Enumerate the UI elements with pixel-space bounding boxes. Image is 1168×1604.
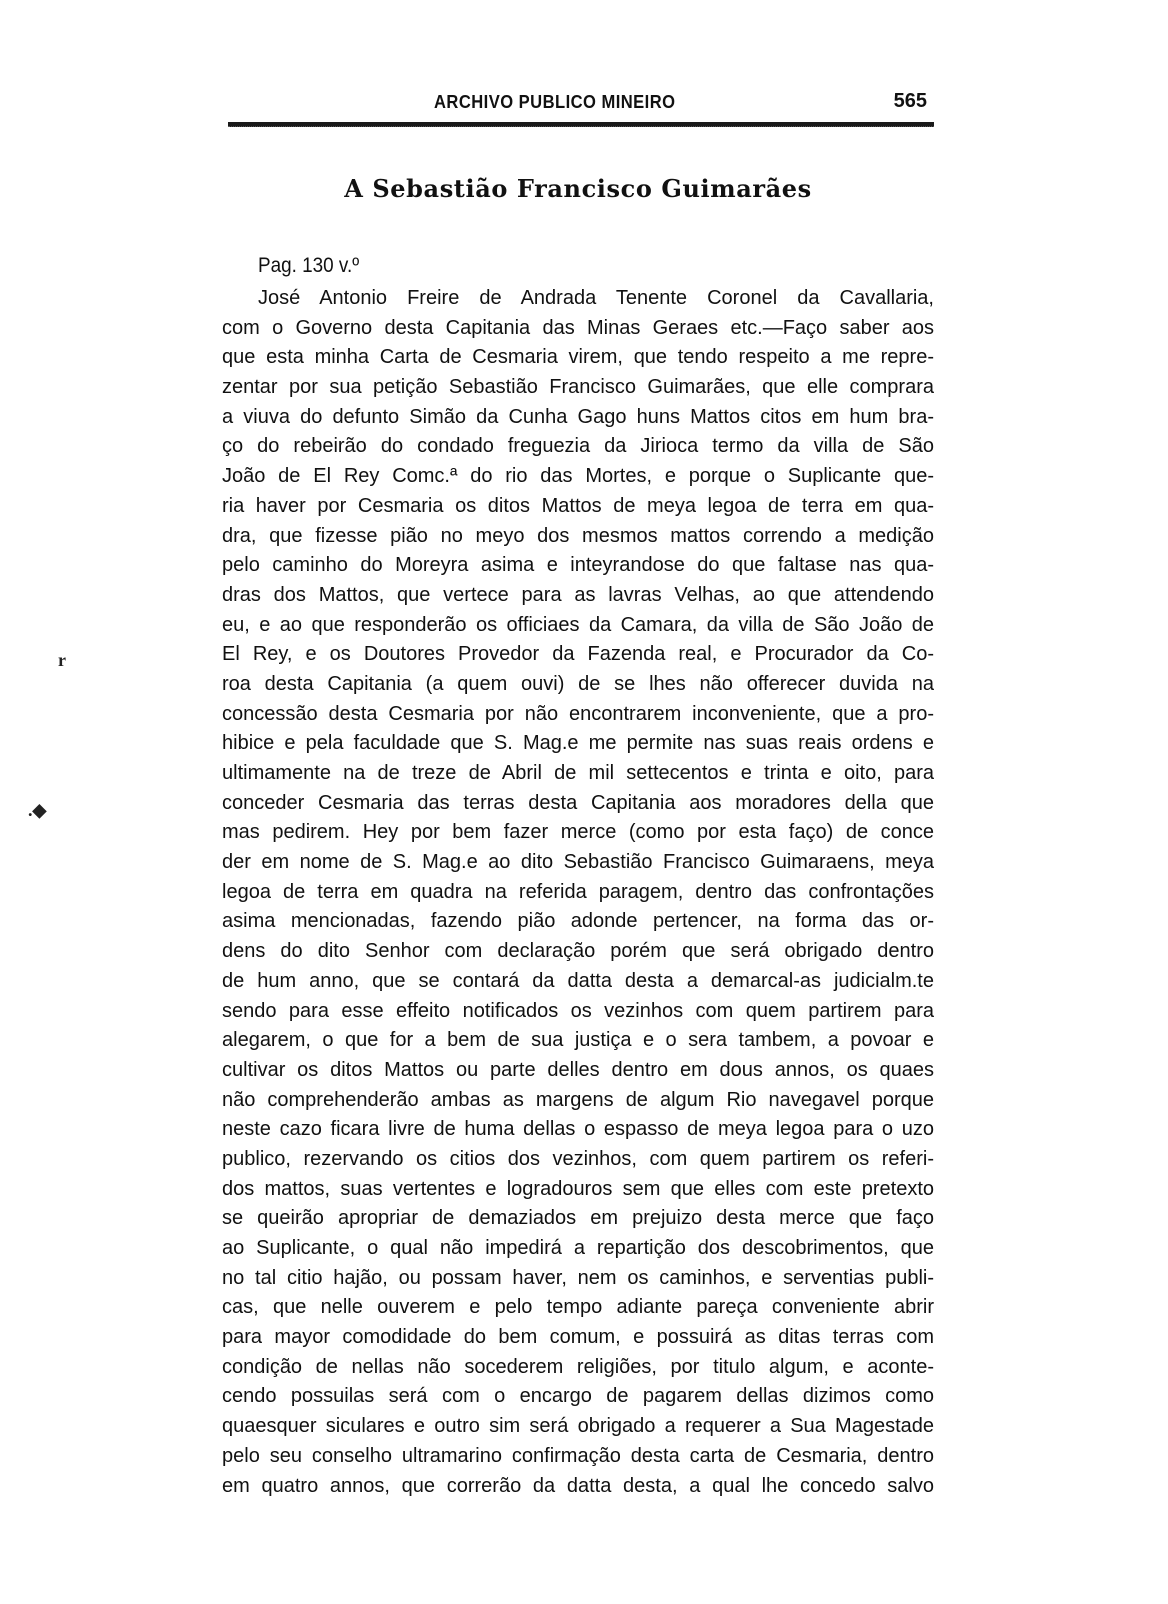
text-line: a viuva do defunto Simão da Cunha Gago huns Mattos citos em hum bra-: [222, 405, 934, 428]
text-line: dens do dito Senhor com declaração porém que será obrigado dentro: [222, 940, 934, 963]
text-line: cultivar os ditos Mattos ou parte delles dentro em dous annos, os quaes: [222, 1058, 934, 1081]
text-line: mas pedirem. Hey por bem fazer merce (como por esta faço) de conce: [222, 821, 934, 844]
text-line: não comprehenderão ambas as margens de algum Rio navegavel porque: [222, 1088, 934, 1111]
text-line: zentar por sua petição Sebastião Francisco Guimarães, que elle comprara: [222, 376, 934, 399]
text-line: de hum anno, que se contará da datta desta a demarcal-as judicialm.te: [222, 969, 934, 992]
text-line: neste cazo ficara livre de huma dellas o espasso de meya legoa para o uzo: [222, 1118, 934, 1141]
text-line: cendo possuilas será com o encargo de pagarem dellas dizimos como: [222, 1385, 934, 1408]
margin-mark: r: [58, 650, 66, 670]
text-line: ultimamente na de treze de Abril de mil settecentos e trinta e oito, para: [222, 762, 934, 784]
text-line: condição de nellas não socederem religiões, por titulo algum, e aconte-: [222, 1355, 934, 1378]
page-reference: Pag. 130 v.º: [258, 254, 360, 277]
page-number: 565: [893, 90, 927, 112]
text-line: José Antonio Freire de Andrada Tenente Coronel da Cavallaria,: [258, 287, 934, 309]
text-line: eu, e ao que responderão os officiaes da Camara, da villa de São João de: [222, 613, 934, 636]
text-line: El Rey, e os Doutores Provedor da Fazenda real, e Procurador da Co-: [222, 643, 934, 666]
text-line: sendo para esse effeito notificados os vezinhos com quem partirem para: [222, 999, 934, 1022]
text-line: concessão desta Cesmaria por não encontrarem inconveniente, que a pro-: [222, 702, 934, 725]
text-line: dos mattos, suas vertentes e logradouros sem que elles com este pretexto: [222, 1177, 934, 1200]
text-line: asima mencionadas, fazendo pião adonde pertencer, na forma das or-: [222, 910, 934, 933]
text-line: para mayor comodidade do bem comum, e possuirá as ditas terras com: [222, 1326, 934, 1349]
text-line: publico, rezervando os citios dos vezinhos, com quem partirem os referi-: [222, 1147, 934, 1170]
text-line: quaesquer siculares e outro sim será obrigado a requerer a Sua Magestade: [222, 1415, 934, 1438]
text-line: dras dos Mattos, que vertece para as lavras Velhas, ao que attendendo: [222, 583, 934, 606]
text-line: cas, que nelle ouverem e pelo tempo adiante pareça conveniente abrir: [222, 1296, 934, 1319]
text-line: alegarem, o que for a bem de sua justiça e o sera tambem, a povoar e: [222, 1029, 934, 1052]
running-header: [222, 88, 937, 122]
margin-mark: .◆: [28, 800, 47, 820]
text-line: dra, que fizesse pião no meyo dos mesmos mattos correndo a medição: [222, 524, 934, 547]
text-line: pelo seu conselho ultramarino confirmação desta carta de Cesmaria, dentro: [222, 1444, 934, 1467]
running-title: ARCHIVO PUBLICO MINEIRO: [434, 92, 676, 112]
text-line: ria haver por Cesmaria os ditos Mattos de meya legoa de terra em qua-: [222, 494, 934, 517]
text-line: hibice e pela faculdade que S. Mag.e me permite nas suas reais ordens e: [222, 732, 934, 755]
text-line: roa desta Capitania (a quem ouvi) de se lhes não offerecer duvida na: [222, 672, 934, 695]
text-line: João de El Rey Comc.ª do rio das Mortes, e porque o Suplicante que-: [222, 465, 934, 488]
text-line: no tal citio hajão, ou possam haver, nem os caminhos, e serventias publi-: [222, 1266, 934, 1289]
text-line: que esta minha Carta de Cesmaria virem, que tendo respeito a me repre-: [222, 346, 934, 369]
text-line: ço do rebeirão do condado freguezia da Jirioca termo da villa de São: [222, 435, 934, 458]
text-line: se queirão apropriar de demaziados em prejuizo desta merce que faço: [222, 1207, 934, 1230]
header-rule: [228, 122, 934, 127]
body-text: [222, 284, 934, 1501]
text-line: ao Suplicante, o qual não impedirá a repartição dos descobrimentos, que: [222, 1237, 934, 1259]
document-heading: A Sebastião Francisco Guimarães: [344, 174, 812, 203]
text-line: legoa de terra em quadra na referida paragem, dentro das confrontações: [222, 880, 934, 903]
text-line: conceder Cesmaria das terras desta Capitania aos moradores della que: [222, 791, 934, 814]
text-line: der em nome de S. Mag.e ao dito Sebastião Francisco Guimaraens, meya: [222, 851, 934, 874]
text-line: em quatro annos, que correrão da datta desta, a qual lhe concedo salvo: [222, 1474, 934, 1497]
text-line: com o Governo desta Capitania das Minas Geraes etc.—Faço saber aos: [222, 316, 934, 339]
text-line: pelo caminho do Moreyra asima e inteyrandose do que faltase nas qua-: [222, 554, 934, 577]
